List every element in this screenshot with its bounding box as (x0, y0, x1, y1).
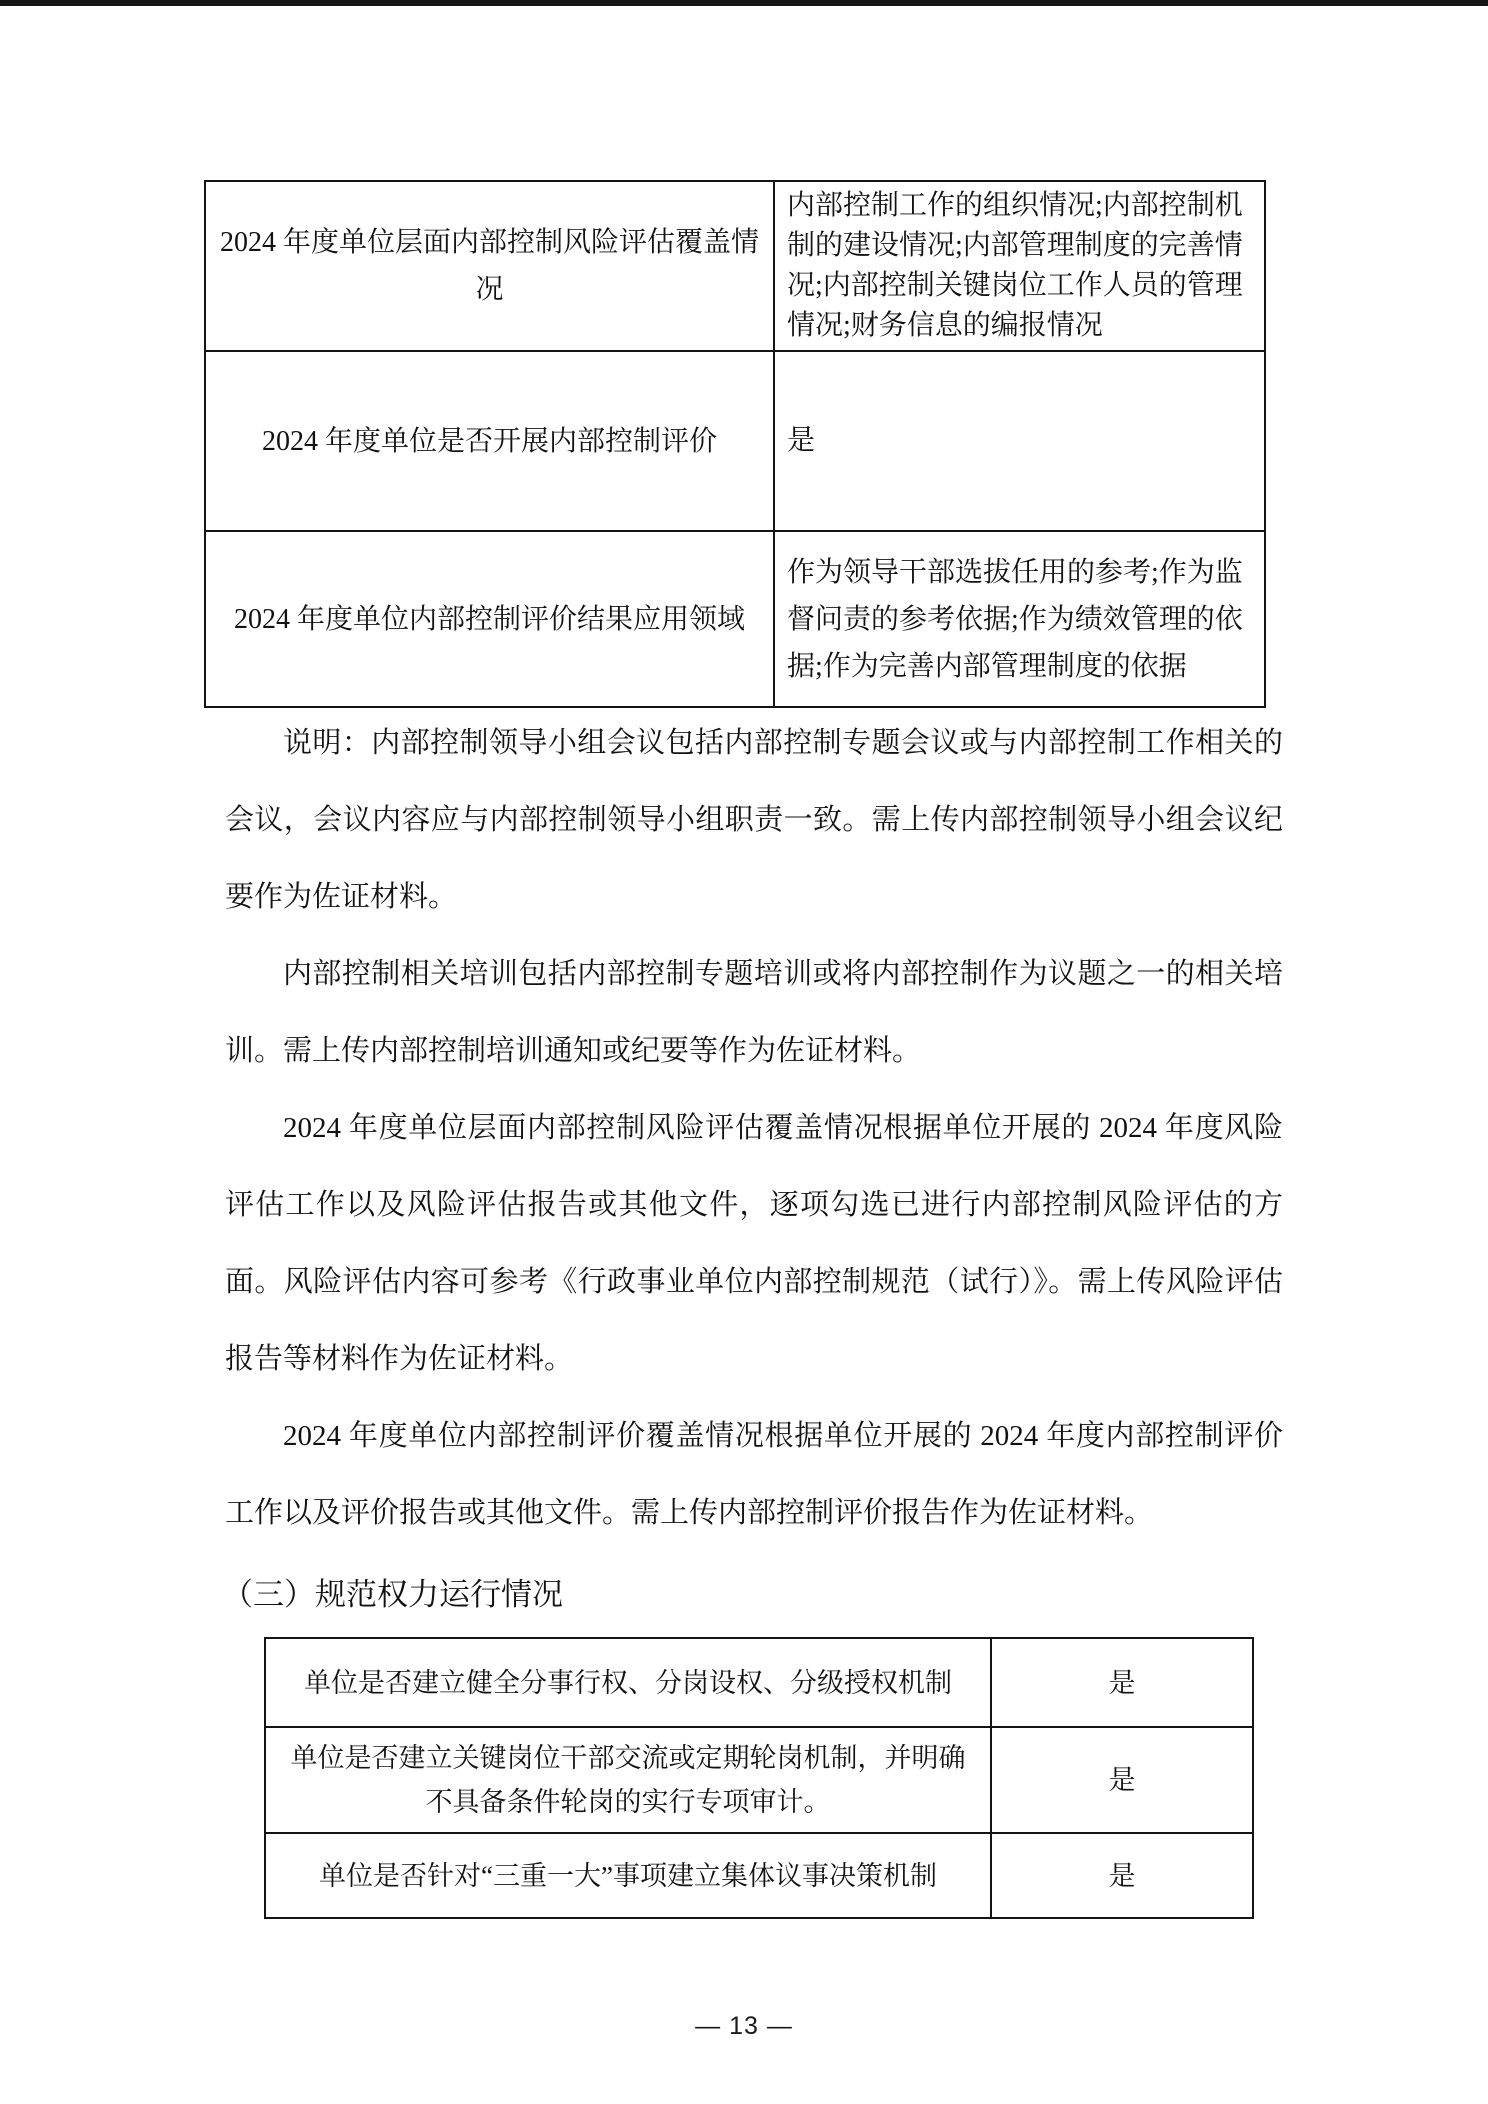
note-paragraph: 2024 年度单位内部控制评价覆盖情况根据单位开展的 2024 年度内部控制评价工作以及评价报告或其他文件。需上传内部控制评价报告作为佐证材料。 (225, 1420, 1283, 1529)
row-label-cell: 单位是否建立健全分事行权、分岗设权、分级授权机制 (265, 1638, 991, 1727)
section-heading: （三）规范权力运行情况 (222, 1577, 563, 1612)
page-number: — 13 — (695, 2012, 793, 2040)
row-label-cell: 2024 年度单位内部控制评价结果应用领域 (205, 531, 774, 707)
row-label-cell: 单位是否针对“三重一大”事项建立集体议事决策机制 (265, 1833, 991, 1918)
row-value-cell: 是 (991, 1727, 1253, 1833)
row-label-cell: 2024 年度单位是否开展内部控制评价 (205, 351, 774, 531)
notes-section (225, 705, 1283, 1552)
row-value-cell: 是 (774, 351, 1265, 531)
table-row (265, 1638, 1253, 1727)
table-row (205, 531, 1265, 707)
row-value-cell: 是 (991, 1833, 1253, 1918)
row-value-cell: 作为领导干部选拔任用的参考;作为监督问责的参考依据;作为绩效管理的依据;作为完善内部管理制度的依据 (774, 531, 1265, 707)
table-row (205, 181, 1265, 351)
row-label-cell: 2024 年度单位层面内部控制风险评估覆盖情况 (205, 181, 774, 351)
note-paragraph: 2024 年度单位层面内部控制风险评估覆盖情况根据单位开展的 2024 年度风险评估工作以及风险评估报告或其他文件，逐项勾选已进行内部控制风险评估的方面。风险评估内容可参考《行政事业单位内部控制规范（试行）》。需上传风险评估报告等材料作为佐证材料。 (225, 1112, 1283, 1375)
row-value-cell: 是 (991, 1638, 1253, 1727)
note-paragraph: 内部控制相关培训包括内部控制专题培训或将内部控制作为议题之一的相关培训。需上传内部控制培训通知或纪要等作为佐证材料。 (225, 958, 1283, 1067)
internal-control-evaluation-table (204, 180, 1266, 708)
row-value-cell: 内部控制工作的组织情况;内部控制机制的建设情况;内部管理制度的完善情况;内部控制关键岗位工作人员的管理情况;财务信息的编报情况 (774, 181, 1265, 351)
power-operation-table (264, 1637, 1254, 1919)
row-label-cell: 单位是否建立关键岗位干部交流或定期轮岗机制，并明确不具备条件轮岗的实行专项审计。 (265, 1727, 991, 1833)
note-paragraph: 说明：内部控制领导小组会议包括内部控制专题会议或与内部控制工作相关的会议，会议内容应与内部控制领导小组职责一致。需上传内部控制领导小组会议纪要作为佐证材料。 (225, 727, 1283, 913)
table-row (265, 1833, 1253, 1918)
table-row (205, 351, 1265, 531)
table-row (265, 1727, 1253, 1833)
page-top-rule (0, 0, 1488, 6)
